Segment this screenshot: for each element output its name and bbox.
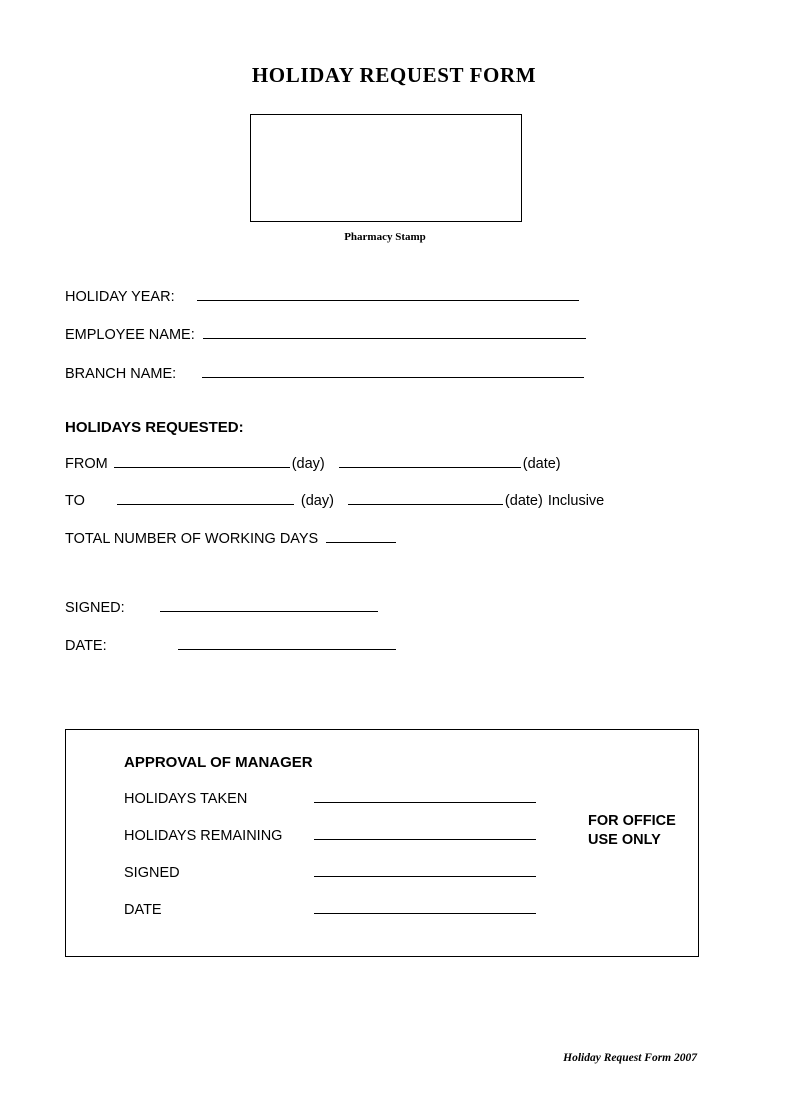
approval-date-label: DATE — [124, 902, 162, 918]
to-date-note: (date) — [504, 493, 543, 509]
employee-name-label: EMPLOYEE NAME: — [65, 327, 195, 343]
from-date-input[interactable] — [339, 467, 521, 468]
holidays-taken-input[interactable] — [314, 802, 536, 803]
field-branch-name — [65, 366, 584, 382]
approval-row — [124, 902, 536, 918]
field-employee-name — [65, 327, 586, 343]
field-total-working-days — [65, 531, 396, 547]
holidays-remaining-label: HOLIDAYS REMAINING — [124, 828, 283, 844]
field-date — [65, 638, 396, 654]
for-office-use-only-note: FOR OFFICE USE ONLY — [588, 813, 676, 848]
from-date-note: (date) — [522, 456, 561, 472]
to-label: TO — [65, 493, 85, 509]
signed-label: SIGNED: — [65, 600, 125, 616]
from-day-note: (day) — [291, 456, 325, 472]
page-title: HOLIDAY REQUEST FORM — [251, 63, 537, 87]
approval-row — [124, 865, 536, 881]
from-day-input[interactable] — [114, 467, 290, 468]
field-to — [65, 493, 604, 509]
approval-date-input[interactable] — [314, 913, 536, 914]
field-from — [65, 456, 561, 472]
approval-signed-input[interactable] — [314, 876, 536, 877]
approval-signed-label: SIGNED — [124, 865, 180, 881]
holidays-requested-heading: HOLIDAYS REQUESTED: — [65, 419, 244, 436]
signed-input[interactable] — [160, 611, 378, 612]
pharmacy-stamp-box[interactable] — [250, 114, 522, 222]
holiday-year-input[interactable] — [197, 300, 579, 301]
holidays-remaining-input[interactable] — [314, 839, 536, 840]
approval-row — [124, 791, 536, 807]
branch-name-input[interactable] — [202, 377, 584, 378]
to-day-note: (day) — [300, 493, 334, 509]
employee-name-input[interactable] — [203, 338, 586, 339]
document-footer: Holiday Request Form 2007 — [563, 1052, 697, 1064]
from-label: FROM — [65, 456, 108, 472]
field-signed — [65, 600, 378, 616]
inclusive-note: Inclusive — [547, 493, 605, 509]
total-working-days-label: TOTAL NUMBER OF WORKING DAYS — [65, 531, 319, 547]
field-holiday-year — [65, 289, 579, 305]
holidays-taken-label: HOLIDAYS TAKEN — [124, 791, 248, 807]
approval-of-manager-title: APPROVAL OF MANAGER — [124, 754, 313, 771]
total-working-days-input[interactable] — [326, 542, 396, 543]
approval-row — [124, 828, 536, 844]
date-label: DATE: — [65, 638, 107, 654]
branch-name-label: BRANCH NAME: — [65, 366, 177, 382]
date-input[interactable] — [178, 649, 396, 650]
holiday-year-label: HOLIDAY YEAR: — [65, 289, 175, 305]
to-day-input[interactable] — [117, 504, 294, 505]
to-date-input[interactable] — [348, 504, 503, 505]
pharmacy-stamp-caption: Pharmacy Stamp — [344, 231, 426, 243]
